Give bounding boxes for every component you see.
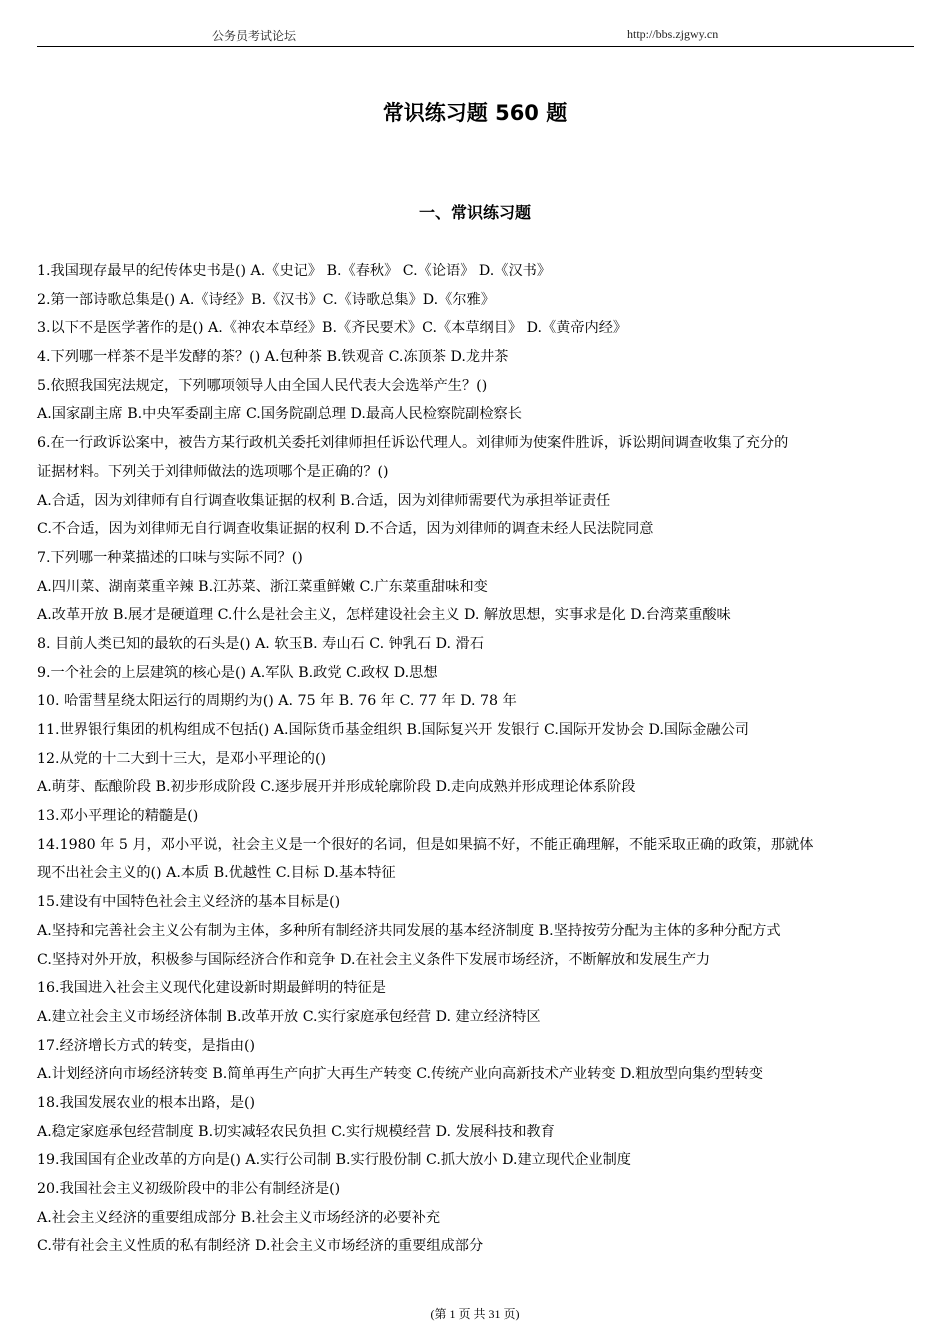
text-line: 2.第一部诗歌总集是() A.《诗经》B.《汉书》C.《诗歌总集》D.《尔雅》 <box>37 291 495 308</box>
text-line: C.带有社会主义性质的私有制经济 D.社会主义市场经济的重要组成部分 <box>37 1238 484 1255</box>
text-line: 12.从党的十二大到十三大，是邓小平理论的() <box>37 750 327 767</box>
section-title: 一、常识练习题 <box>418 203 531 222</box>
text-line: A.四川菜、湖南菜重辛辣 B.江苏菜、浙江菜重鲜嫩 C.广东菜重甜味和变 <box>37 578 488 595</box>
header-forum-name: 公务员考试论坛 <box>212 29 297 43</box>
text-line: 1.我国现存最早的纪传体史书是() A.《史记》 B.《春秋》 C.《论语》 D.《汉书》 <box>37 263 552 279</box>
text-line: A.建立社会主义市场经济体制 B.改革开放 C.实行家庭承包经营 D. 建立经济特区 <box>37 1008 541 1025</box>
text-line: 19.我国国有企业改革的方向是() A.实行公司制 B.实行股份制 C.抓大放小 D.建立现代企业制度 <box>37 1152 631 1169</box>
text-line: 4.下列哪一样茶不是半发酵的茶？() A.包种茶 B.铁观音 C.冻顶茶 D.龙井茶 <box>37 349 509 366</box>
text-line: A.社会主义经济的重要组成部分 B.社会主义市场经济的必要补充 <box>37 1209 441 1226</box>
text-line: A.计划经济向市场经济转变 B.简单再生产向扩大再生产转变 C.传统产业向高新技术产业转变 D.粗放型向集约型转变 <box>37 1066 764 1083</box>
text-line: 13.邓小平理论的精髓是() <box>37 808 199 825</box>
text-line: 10. 哈雷彗星绕太阳运行的周期约为() A. 75 年 B. 76 年 C. 77 年 D. 78 年 <box>37 693 517 710</box>
text-line: 11.世界银行集团的机构组成不包括() A.国际货币基金组织 B.国际复兴开 发银行 C.国际开发协会 D.国际金融公司 <box>37 722 749 738</box>
text-line: 14.1980 年 5 月，邓小平说，社会主义是一个很好的名词，但是如果搞不好，不能正确理解，不能采取正确的政策，那就体 <box>37 836 814 853</box>
page-header <box>37 22 914 47</box>
text-line: A.坚持和完善社会主义公有制为主体，多种所有制经济共同发展的基本经济制度 B.坚持按劳分配为主体的多种分配方式 <box>37 922 781 939</box>
text-line: 16.我国进入社会主义现代化建设新时期最鲜明的特征是 <box>37 980 386 997</box>
text-line: C.不合适，因为刘律师无自行调查收集证据的权利 D.不合适，因为刘律师的调查未经人民法院同意 <box>37 521 654 538</box>
text-line: 7.下列哪一种菜描述的口味与实际不同？() <box>37 549 303 566</box>
text-line: A.稳定家庭承包经营制度 B.切实减轻农民负担 C.实行规模经营 D. 发展科技和教育 <box>37 1123 555 1140</box>
text-line: 9.一个社会的上层建筑的核心是() A.军队 B.政党 C.政权 D.思想 <box>37 664 438 681</box>
text-line: A.改革开放 B.展才是硬道理 C.什么是社会主义，怎样建设社会主义 D. 解放思想，实事求是化 D.台湾菜重酸味 <box>37 607 731 624</box>
text-line: 6.在一行政诉讼案中，被告方某行政机关委托刘律师担任诉讼代理人。刘律师为使案件胜诉，诉讼期间调查收集了充分的 <box>37 435 789 452</box>
text-line: 8. 目前人类已知的最软的石头是() A. 软玉B. 寿山石 C. 钟乳石 D. 滑石 <box>37 635 484 652</box>
text-line: A.合适，因为刘律师有自行调查收集证据的权利 B.合适，因为刘律师需要代为承担举证责任 <box>37 492 611 509</box>
text-line: 20.我国社会主义初级阶段中的非公有制经济是() <box>37 1181 341 1197</box>
text-line: 18.我国发展农业的根本出路，是() <box>37 1094 256 1111</box>
text-line: C.坚持对外开放，积极参与国际经济合作和竞争 D.在社会主义条件下发展市场经济，不断解放和发展生产力 <box>37 951 711 968</box>
text-line: 证据材料。下列关于刘律师做法的选项哪个是正确的？() <box>37 463 389 480</box>
text-line: 17.经济增长方式的转变，是指由() <box>37 1037 256 1054</box>
text-line: 5.依照我国宪法规定，下列哪项领导人由全国人民代表大会选举产生？() <box>37 377 488 394</box>
question-list <box>37 257 917 1261</box>
text-line: 现不出社会主义的() A.本质 B.优越性 C.目标 D.基本特征 <box>37 865 396 882</box>
page-footer: (第 1 页 共 31 页) <box>430 1307 520 1321</box>
text-line: A.萌芽、酝酿阶段 B.初步形成阶段 C.逐步展开并形成轮廓阶段 D.走向成熟并形成理论体系阶段 <box>37 779 636 796</box>
document-title: 常识练习题 560 题 <box>382 101 568 125</box>
header-url[interactable]: http://bbs.zjgwy.cn <box>627 27 719 41</box>
text-line: 3.以下不是医学著作的是() A.《神农本草经》B.《齐民要术》C.《本草纲目》 D.《黄帝内经》 <box>37 320 628 337</box>
text-line: A.国家副主席 B.中央军委副主席 C.国务院副总理 D.最高人民检察院副检察长 <box>37 406 522 423</box>
text-line: 15.建设有中国特色社会主义经济的基本目标是() <box>37 894 341 911</box>
